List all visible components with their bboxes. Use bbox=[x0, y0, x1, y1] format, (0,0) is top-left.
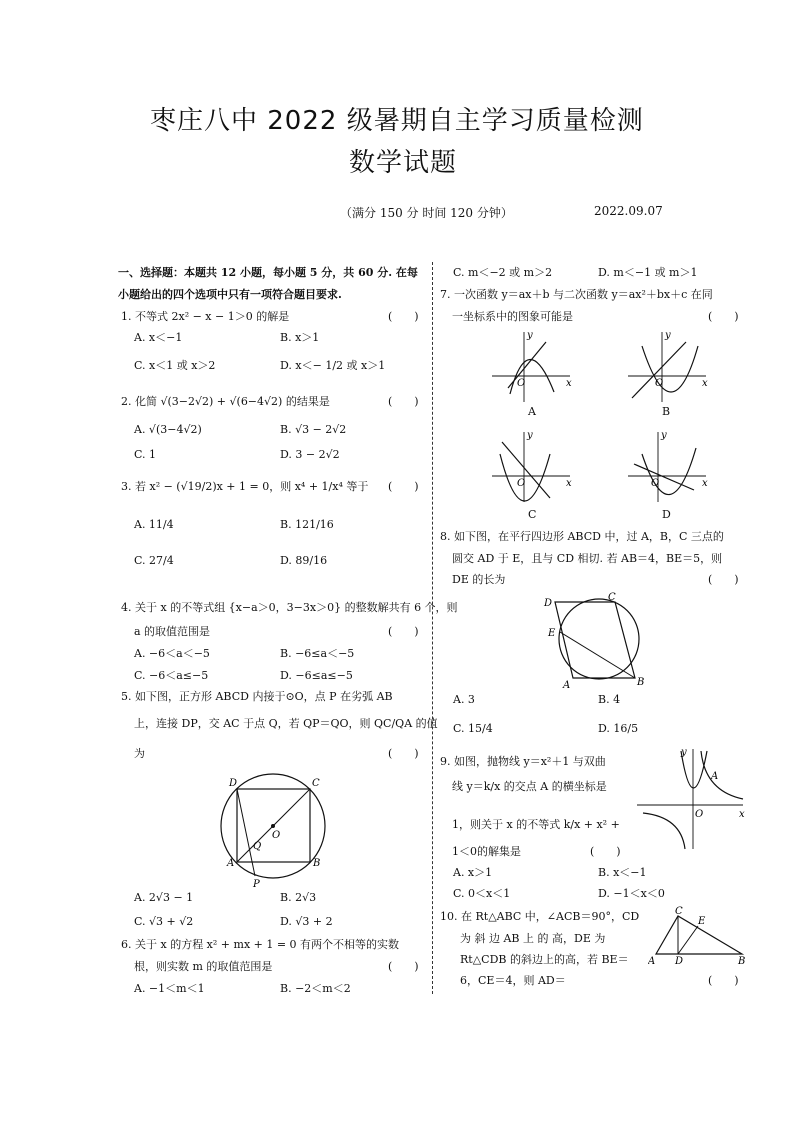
q4-bracket: ( ) bbox=[388, 625, 419, 638]
square-label-p: P bbox=[253, 879, 260, 890]
tri-label-e: E bbox=[698, 916, 706, 927]
q9-y-label: y bbox=[681, 747, 687, 758]
q8-bracket: ( ) bbox=[708, 573, 739, 586]
square-label-q: Q bbox=[253, 841, 262, 852]
q5-stem: 5. 如下图，正方形 ABCD 内接于⊙O，点 P 在劣弧 AB bbox=[121, 690, 393, 703]
square-label-o: O bbox=[272, 830, 281, 841]
tri-label-c: C bbox=[675, 906, 683, 917]
q10-stem: 10. 在 Rt△ABC 中，∠ACB＝90°，CD bbox=[440, 910, 640, 923]
q7c-x-label: x bbox=[566, 478, 572, 489]
q5-stem-2: 上，连接 DP，交 AC 于点 Q，若 QP＝QO，则 QC/QA 的值 bbox=[134, 717, 438, 730]
q3-bracket: ( ) bbox=[388, 480, 419, 493]
q7d-y-label: y bbox=[661, 430, 667, 441]
q9-stem: 9. 如图，抛物线 y＝x²＋1 与双曲 bbox=[440, 755, 606, 768]
q6-stem: 6. 关于 x 的方程 x² + mx + 1 = 0 有两个不相等的实数 bbox=[121, 938, 400, 951]
q2-bracket: ( ) bbox=[388, 395, 419, 408]
q9-stem-2: 线 y＝k/x 的交点 A 的横坐标是 bbox=[452, 780, 607, 793]
para-label-a: A bbox=[563, 680, 571, 690]
square-label-c: C bbox=[312, 778, 320, 789]
title-line2: 数学试题 bbox=[349, 148, 458, 178]
q10-stem-2: 为 斜 边 AB 上 的 高，DE 为 bbox=[460, 932, 606, 945]
q7c-y-label: y bbox=[527, 430, 533, 441]
q2-stem: 2. 化简 √(3−2√2) + √(6−4√2) 的结果是 bbox=[121, 395, 330, 408]
tri-label-d: D bbox=[675, 956, 684, 967]
q7-label-d: D bbox=[662, 508, 671, 521]
q7-graph-a bbox=[488, 328, 574, 404]
q4-stem-2: a 的取值范围是 bbox=[134, 625, 211, 638]
q5-option-c: C. √3 + √2 bbox=[134, 915, 194, 928]
q8-figure bbox=[538, 590, 648, 690]
q5-figure bbox=[215, 770, 335, 890]
q7-label-a: A bbox=[528, 405, 536, 418]
q8-option-b: B. 4 bbox=[598, 693, 621, 706]
q7d-o-label: O bbox=[651, 478, 660, 489]
q7-label-c: C bbox=[528, 508, 537, 521]
q3-stem: 3. 若 x² − (√19/2)x + 1 = 0，则 x⁴ + 1/x⁴ 等于 bbox=[121, 480, 369, 493]
q7b-x-label: x bbox=[702, 378, 708, 389]
para-label-e: E bbox=[548, 628, 556, 639]
q6-option-b: B. −2＜m＜2 bbox=[280, 982, 351, 995]
q6-bracket: ( ) bbox=[388, 960, 419, 973]
q4-option-d: D. −6≤a≤−5 bbox=[280, 669, 353, 682]
section-title: 一、选择题：本题共 12 小题，每小题 5 分，共 60 分. 在每 bbox=[118, 266, 418, 279]
q7a-o-label: O bbox=[517, 378, 526, 389]
q8-stem-2: 圆交 AD 于 E，且与 CD 相切. 若 AB＝4，BE＝5，则 bbox=[452, 552, 723, 565]
q5-bracket: ( ) bbox=[388, 747, 419, 760]
q4-option-b: B. −6≤a＜−5 bbox=[280, 647, 355, 660]
q2-option-c: C. 1 bbox=[134, 448, 157, 461]
q7b-o-label: O bbox=[655, 378, 664, 389]
q8-option-c: C. 15/4 bbox=[453, 722, 493, 735]
q3-option-d: D. 89/16 bbox=[280, 554, 328, 567]
q5-option-a: A. 2√3 − 1 bbox=[134, 891, 194, 904]
para-label-d: D bbox=[544, 598, 553, 609]
q9-stem-3: 1，则关于 x 的不等式 k/x + x² + bbox=[452, 818, 620, 831]
q8-stem-3: DE 的长为 bbox=[452, 573, 506, 586]
q7-graph-d bbox=[624, 428, 710, 504]
q9-stem-4: 1＜0的解集是 bbox=[452, 845, 521, 858]
para-label-b: B bbox=[637, 677, 645, 688]
q9-x-label: x bbox=[739, 809, 745, 820]
q3-option-b: B. 121/16 bbox=[280, 518, 334, 531]
q7-graph-c bbox=[488, 428, 574, 504]
q10-bracket: ( ) bbox=[708, 974, 739, 987]
q6-stem-2: 根，则实数 m 的取值范围是 bbox=[134, 960, 273, 973]
q3-option-a: A. 11/4 bbox=[134, 518, 174, 531]
q9-option-d: D. −1＜x＜0 bbox=[598, 887, 665, 900]
q1-stem: 1. 不等式 2x² − x − 1＞0 的解是 bbox=[121, 310, 290, 323]
q10-stem-4: 6，CE＝4，则 AD＝ bbox=[460, 974, 566, 987]
q9-bracket: ( ) bbox=[590, 845, 621, 858]
q1-option-c: C. x＜1 或 x＞2 bbox=[134, 359, 216, 372]
q7a-y-label: y bbox=[527, 330, 533, 341]
q7-stem-2: 一坐标系中的图象可能是 bbox=[452, 310, 573, 323]
q2-option-b: B. √3 − 2√2 bbox=[280, 423, 347, 436]
square-label-a: A bbox=[227, 858, 235, 869]
q6-option-c: C. m＜−2 或 m＞2 bbox=[453, 266, 553, 279]
q7b-y-label: y bbox=[665, 330, 671, 341]
q9-option-c: C. 0＜x＜1 bbox=[453, 887, 511, 900]
q2-option-a: A. √(3−4√2) bbox=[134, 423, 202, 436]
q6-option-a: A. −1＜m＜1 bbox=[134, 982, 205, 995]
title-line1: 枣庄八中 2022 级暑期自主学习质量检测 bbox=[150, 106, 644, 136]
q5-option-b: B. 2√3 bbox=[280, 891, 317, 904]
q4-option-c: C. −6＜a≤−5 bbox=[134, 669, 209, 682]
q2-option-d: D. 3 − 2√2 bbox=[280, 448, 340, 461]
q8-stem: 8. 如下图，在平行四边形 ABCD 中，过 A，B，C 三点的 bbox=[440, 530, 724, 543]
meta-info: （满分 150 分 时间 120 分钟） bbox=[340, 206, 513, 220]
q9-o-label: O bbox=[695, 809, 704, 820]
q1-option-d: D. x＜− 1/2 或 x＞1 bbox=[280, 359, 386, 372]
square-label-d: D bbox=[229, 778, 238, 789]
tri-label-a: A bbox=[648, 956, 656, 967]
q7d-x-label: x bbox=[702, 478, 708, 489]
q3-option-c: C. 27/4 bbox=[134, 554, 174, 567]
q8-option-d: D. 16/5 bbox=[598, 722, 639, 735]
q4-option-a: A. −6＜a＜−5 bbox=[134, 647, 210, 660]
q4-stem: 4. 关于 x 的不等式组 {x−a＞0，3−3x＞0} 的整数解共有 6 个，则 bbox=[121, 601, 458, 614]
q10-figure bbox=[648, 906, 748, 968]
para-label-c: C bbox=[608, 592, 616, 603]
q9-a-label: A bbox=[711, 771, 719, 782]
q10-stem-3: Rt△CDB 的斜边上的高，若 BE＝ bbox=[460, 953, 629, 966]
q1-option-a: A. x＜−1 bbox=[134, 331, 183, 344]
column-divider bbox=[432, 262, 433, 994]
q1-bracket: ( ) bbox=[388, 310, 419, 323]
q5-stem-3: 为 bbox=[134, 747, 145, 760]
q9-option-b: B. x＜−1 bbox=[598, 866, 647, 879]
tri-label-b: B bbox=[738, 956, 746, 967]
q7-label-b: B bbox=[662, 405, 671, 418]
q7a-x-label: x bbox=[566, 378, 572, 389]
q7-graph-b bbox=[624, 328, 710, 404]
q5-option-d: D. √3 + 2 bbox=[280, 915, 333, 928]
q1-option-b: B. x＞1 bbox=[280, 331, 320, 344]
section-title-2: 小题给出的四个选项中只有一项符合题目要求. bbox=[118, 288, 342, 301]
q7-stem: 7. 一次函数 y＝ax＋b 与二次函数 y＝ax²＋bx＋c 在同 bbox=[440, 288, 713, 301]
q9-figure bbox=[635, 745, 747, 850]
q7c-o-label: O bbox=[517, 478, 526, 489]
exam-date: 2022.09.07 bbox=[594, 204, 663, 218]
q8-option-a: A. 3 bbox=[453, 693, 475, 706]
q6-option-d: D. m＜−1 或 m＞1 bbox=[598, 266, 698, 279]
q9-option-a: A. x＞1 bbox=[453, 866, 493, 879]
square-label-b: B bbox=[313, 858, 321, 869]
q7-bracket: ( ) bbox=[708, 310, 739, 323]
